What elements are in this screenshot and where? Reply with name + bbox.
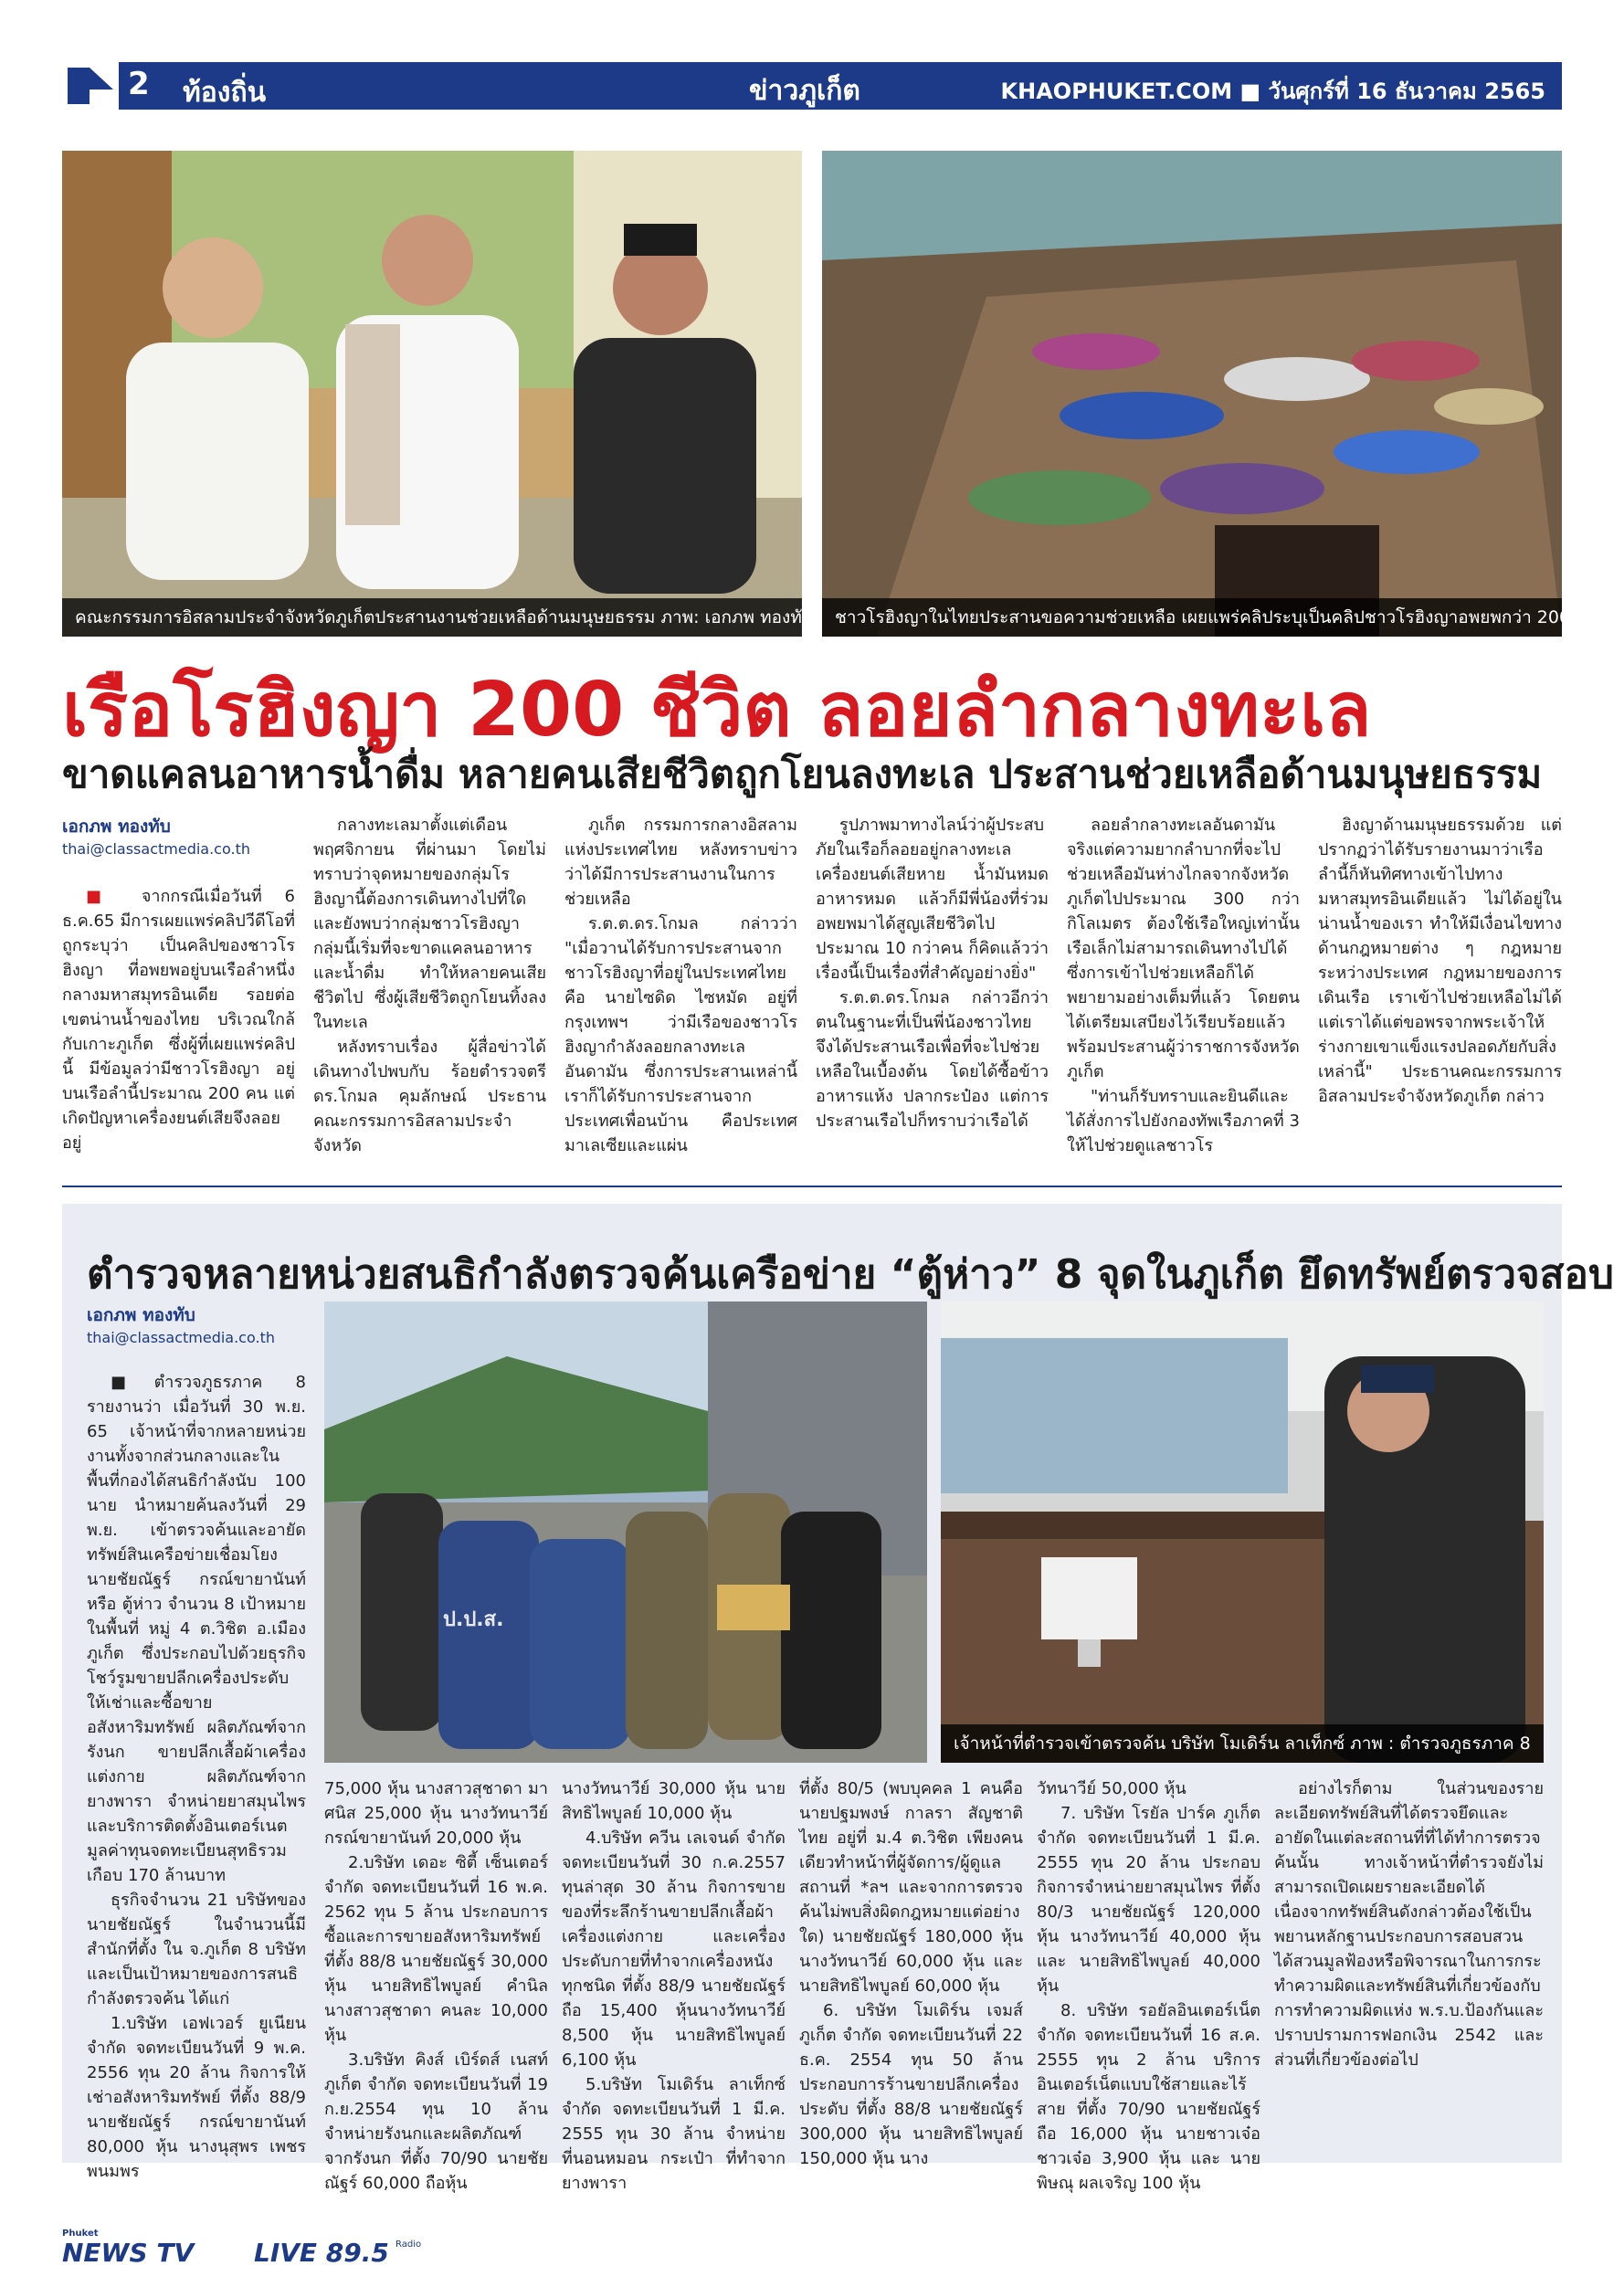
article2-column-6: อย่างไรก็ตาม ในส่วนของรายละเอียดทรัพย์สินที่ได้ตรวจยึดและอายัดในแต่ละสถานที่ที่ได้ทำการตรวจค้นนั้น ทางเจ้าหน้าที่ตำรวจยังไม่สามารถเปิดเผยรายละเอียดได้ เนื่องจากทรัพย์สินดังกล่าวต้องใช้เป็นพยานหลักฐานประกอบการสอบสวน ได้สวนมูลฟ้องหรือพิจารณาในการกระทำความผิดและทรัพย์สินที่เกี่ยวข้องกับการทำความผิดแห่ง พ.ร.บ.ป้องกันและปราบปรามการฟอกเงิน 2542 และส่วนที่เกี่ยวข้องต่อไป	[1274, 1779, 1544, 2070]
article2-column-4: ที่ตั้ง 80/5 (พบบุคคล 1 คนคือ นายปฐมพงษ์ กาลรา สัญชาติ ไทย อยู่ที่ ม.4 ต.วิชิต เพียงคนเดียวทำหน้าที่ผู้จัดการ/ผู้ดูแลสถานที่ *ลฯ และจากการตรวจค้นไม่พบสิ่งผิดกฎหมายแต่อย่างใด) นายชัยณัฐร์ 180,000 หุ้นนางวัทนาวีย์ 60,000 หุ้น และนายสิทธิไพบูลย์ 60,000 หุ้น 6. บริษัท โมเดิร์น เจมส์ ภูเก็ต จำกัด จดทะเบียนวันที่ 22 ธ.ค. 2554 ทุน 50 ล้าน ประกอบการร้านขายปลีกเครื่องประดับ ที่ตั้ง 88/8 นายชัยณัฐร์ 300,000 หุ้น นายสิทธิไพบูลย์ 150,000 หุ้น นาง	[799, 1779, 1023, 2168]
photo-islamic-committee	[62, 151, 813, 637]
footer-logo2-small: Radio	[395, 2240, 422, 2250]
committee-photo-icon	[62, 151, 802, 637]
photo-office-search	[941, 1302, 1544, 1763]
bullet-icon: ■	[111, 1373, 154, 1392]
police-photo-icon	[324, 1302, 927, 1763]
footer-logo1-small: Phuket	[62, 2229, 99, 2239]
byline-email: thai@classactmedia.co.th	[62, 840, 250, 858]
article1-column-4: รูปภาพมาทางไลน์ว่าผู้ประสบภัยในเรือก็ลอยอยู่กลางทะเลเครื่องยนต์เสียหาย น้ำมันหมด อาหารหมด แล้วก็มีพี่น้องที่ร่วมอพยพมาได้สูญเสียชีวิตไปประมาณ 10 กว่าคน ก็คิดแล้วว่าเรื่องนี้เป็นเรื่องที่สำคัญอย่างยิ่ง" ร.ต.ต.ดร.โกมล กล่าวอีกว่า ตนในฐานะที่เป็นพี่น้องชาวไทยจึงได้ประสานเรือเพื่อที่จะไปช่วยเหลือในเบื้องต้น โดยได้ซื้อข้าวอาหารแห้ง ปลากระป๋อง แต่การประสานเรือไปก็ทราบว่าเรือได้	[816, 816, 1049, 1131]
article2-column-3: นางวัทนาวีย์ 30,000 หุ้น นายสิทธิไพบูลย์ 10,000 หุ้น 4.บริษัท ควีน เลเจนด์ จำกัด จดทะเบียนวันที่ 30 ก.ค.2557 ทุนล่าสุด 30 ล้าน กิจการขายของที่ระลึกร้านขายปลีกเสื้อผ้า เครื่องแต่งกาย และเครื่องประดับกายที่ทำจากเครื่องหนังทุกชนิด ที่ตั้ง 88/9 นายชัยณัฐร์ ถือ 15,400 หุ้นนางวัทนาวีย์ 8,500 หุ้น นายสิทธิไพบูลย์ 6,100 หุ้น 5.บริษัท โมเดิร์น ลาเท็กซ์ จำกัด จดทะเบียนวันที่ 1 มี.ค. 2555 ทุน 30 ล้าน จำหน่ายที่นอนหมอน กระเป๋า ที่ทำจากยางพารา	[562, 1779, 786, 2193]
newspaper-corner-icon	[62, 62, 119, 110]
article2-headline: ตำรวจหลายหน่วยสนธิกำลังตรวจค้นเครือข่าย “ตู้ห่าว” 8 จุดในภูเก็ต ยึดทรัพย์ตรวจสอบ	[87, 1251, 1614, 1298]
page-number: 2	[128, 66, 150, 102]
live-radio-logo: LIVE 89.5	[254, 2238, 389, 2268]
sub-headline: ขาดแคลนอาหารน้ำดื่ม หลายคนเสียชีวิตถูกโยนลงทะเล ประสานช่วยเหลือด้านมนุษยธรรม	[62, 752, 1543, 796]
article1-column-1: ■ จากกรณีเมื่อวันที่ 6 ธ.ค.65 มีการเผยแพร่คลิปวีดีโอที่ถูกระบุว่า เป็นคลิปของชาวโรฮิงญา ที่อพยพอยู่บนเรือลำหนึ่ง กลางมหาสมุทรอินเดีย รอยต่อเขตน่านน้ำของไทย บริเวณใกล้กับเกาะภูเก็ต ซึ่งผู้ที่เผยแพร่คลิปนี้ มีข้อมูลว่ามีชาวโรฮิงญา อยู่บนเรือลำนี้ประมาณ 200 คน แต่เกิดปัญหาเครื่องยนต์เสียจึงลอยอยู่	[62, 887, 295, 1153]
photo-rohingya-boat	[822, 151, 1599, 637]
byline-email: thai@classactmedia.co.th	[87, 1329, 275, 1346]
article2-byline-block	[87, 1302, 306, 1346]
article1-column-5: ลอยลำกลางทะเลอันดามันจริงแต่ความยากลำบากที่จะไปช่วยเหลือมันห่างไกลจากจังหวัดภูเก็ตไปประมาณ 300 กว่ากิโลเมตร ต้องใช้เรือใหญ่เท่านั้น เรือเล็กไม่สามารถเดินทางไปได้ ซึ่งการเข้าไปช่วยเหลือก็ได้พยายามอย่างเต็มที่แล้ว โดยตนได้เตรียมเสบียงไว้เรียบร้อยแล้ว พร้อมประสานผู้ว่าราชการจังหวัดภูเก็ต "ท่านก็รับทราบและยินดีและได้สั่งการไปยังกองทัพเรือภาคที่ 3 ให้ไปช่วยดูแลชาวโร	[1067, 816, 1300, 1155]
article1-column-6: ฮิงญาด้านมนุษยธรรมด้วย แต่ปรากฏว่าได้รับรายงานมาว่าเรือลำนี้ก็หันทิศทางเข้าไปทางมหาสมุทรอินเดียแล้ว ไม่ได้อยู่ในน่านน้ำของเรา ทำให้มีเงื่อนไขทางด้านกฎหมายต่าง ๆ กฎหมายระหว่างประเทศ กฎหมายของการเดินเรือ เราเข้าไปช่วยเหลือไม่ได้ แต่เราได้แต่ขอพรจากพระเจ้าให้ร่างกายเขาแข็งแรงปลอดภัยกับสิ่งเหล่านี้" ประธานคณะกรรมการอิสลามประจำจังหวัดภูเก็ต กล่าว	[1318, 816, 1562, 1106]
header-logo	[62, 62, 119, 110]
boat-photo-icon	[822, 151, 1562, 637]
photo-caption: คณะกรรมการอิสลามประจำจังหวัดภูเก็ตประสานงานช่วยเหลือด้านมนุษยธรรม ภาพ: เอกภพ ทองทับ	[62, 598, 802, 637]
article1-column-2: กลางทะเลมาตั้งแต่เดือนพฤศจิกายน ที่ผ่านมา โดยไม่ทราบว่าจุดหมายของกลุ่มโรฮิงญานี้ต้องการเดินทางไปที่ใด และยังพบว่ากลุ่มชาวโรฮิงญากลุ่มนี้เริ่มที่จะขาดแคลนอาหารและน้ำดื่ม ทำให้หลายคนเสียชีวิตไป ซึ่งผู้เสียชีวิตถูกโยนทิ้งลงในทะเล หลังทราบเรื่อง ผู้สื่อข่าวได้เดินทางไปพบกับ ร้อยตำรวจตรี ดร.โกมล คุมลักษณ์ ประธานคณะกรรมการอิสลามประจำจังหวัด	[313, 816, 546, 1155]
article1-byline-block	[62, 813, 295, 858]
site-and-date: KHAOPHUKET.COM ■ วันศุกร์ที่ 16 ธันวาคม 2565	[1000, 79, 1545, 104]
news-tv-logo: NEWS TV	[62, 2238, 195, 2268]
article2-column-2: 75,000 หุ้น นางสาวสุชาดา มาศนิส 25,000 หุ้น นางวัทนาวีย์ กรณ์ขายานันท์ 20,000 หุ้น 2.บริษัท เดอะ ซิตี้ เซ็นเตอร์ จำกัด จดทะเบียนวันที่ 16 พ.ค. 2562 ทุน 5 ล้าน ประกอบการซื้อและการขายอสังหาริมทรัพย์ ที่ตั้ง 88/8 นายชัยณัฐร์ 30,000 หุ้น นายสิทธิไพบูลย์ คำนิล นางสาวสุชาดา คนละ 10,000 หุ้น 3.บริษัท คิงส์ เบิร์ดส์ เนสท์ ภูเก็ต จำกัด จดทะเบียนวันที่ 19 ก.ย.2554 ทุน 10 ล้าน จำหน่ายรังนกและผลิตภัณฑ์จากรังนก ที่ตั้ง 70/90 นายชัยณัฐร์ 60,000 ถือหุ้น	[324, 1779, 548, 2193]
article2-column-1: ■ตำรวจภูธรภาค 8 รายงานว่า เมื่อวันที่ 30 พ.ย. 65 เจ้าหน้าที่จากหลายหน่วยงานทั้งจากส่วนกลางและในพื้นที่กองได้สนธิกำลังนับ 100 นาย นำหมายค้นลงวันที่ 29 พ.ย. เข้าตรวจค้นและอายัดทรัพย์สินเครือข่ายเชื่อมโยงนายชัยณัฐร์ กรณ์ขายานันท์ หรือ ตู้ห่าว จำนวน 8 เป้าหมาย ในพื้นที่ หมู่ 4 ต.วิชิต อ.เมืองภูเก็ต ซึ่งประกอบไปด้วยธุรกิจโชว์รูมขายปลีกเครื่องประดับ ให้เช่าและซื้อขายอสังหาริมทรัพย์ ผลิตภัณฑ์จากรังนก ขายปลีกเสื้อผ้าเครื่องแต่งกาย ผลิตภัณฑ์จากยางพารา จำหน่ายยาสมุนไพร และบริการติดตั้งอินเตอร์เนต มูลค่าทุนจดทะเบียนสุทธิรวมเกือบ 170 ล้านบาท ธุรกิจจำนวน 21 บริษัทของนายชัยณัฐร์ ในจำนวนนี้มีสำนักที่ตั้ง ใน จ.ภูเก็ต 8 บริษัท และเป็นเป้าหมายของการสนธิกำลังตรวจค้น ได้แก่ 1.บริษัท เอฟเวอร์ ยูเนียน จำกัด จดทะเบียนวันที่ 9 พ.ค. 2556 ทุน 20 ล้าน กิจการให้เช่าอสังหาริมทรัพย์ ที่ตั้ง 88/9 นายชัยณัฐร์ กรณ์ขายานันท์ 80,000 หุ้น นางนุสุพร เพชรพนมพร	[87, 1373, 306, 2181]
photo-caption: ชาวโรฮิงญาในไทยประสานขอความช่วยเหลือ เผยแพร่คลิประบุเป็นคลิปชาวโรฮิงญาอพยพกว่า 200 คน	[822, 598, 1562, 637]
photo-caption: เจ้าหน้าที่ตำรวจเข้าตรวจค้น บริษัท โมเดิร์น ลาเท็กซ์ ภาพ : ตำรวจภูธรภาค 8	[941, 1724, 1544, 1763]
vest-label: ป.ป.ส.	[443, 1608, 504, 1631]
article1-column-3: ภูเก็ต กรรมการกลางอิสลามแห่งประเทศไทย หลังทราบข่าวว่าได้มีการประสานงานในการช่วยเหลือ ร.ต.ต.ดร.โกมล กล่าวว่า "เมื่อวานได้รับการประสานจากชาวโรฮิงญาที่อยู่ในประเทศไทยคือ นายไซดิด ไซหมัด อยู่ที่กรุงเทพฯ ว่ามีเรือของชาวโรฮิงญากำลังลอยกลางทะเลอันดามัน ซึ่งการประสานเหล่านี้เราก็ได้รับการประสานจากประเทศเพื่อนบ้าน คือประเทศมาเลเซียและแผ่น	[564, 816, 797, 1155]
brand-logo-text: ข่าวภูเก็ต	[749, 75, 860, 107]
byline: เอกภพ ทองทับ	[62, 817, 171, 837]
article-divider	[62, 1186, 1562, 1187]
article2-column-5: วัทนาวีย์ 50,000 หุ้น 7. บริษัท โรยัล ปาร์ค ภูเก็ต จำกัด จดทะเบียนวันที่ 1 มี.ค. 2555 ทุน 20 ล้าน ประกอบกิจการจำหน่ายยาสมุนไพร ที่ตั้ง 80/3 นายชัยณัฐร์ 120,000 หุ้น นางวัทนาวีย์ 40,000 หุ้น และ นายสิทธิไพบูลย์ 40,000 หุ้น 8. บริษัท รอยัลอินเตอร์เน็ต จำกัด จดทะเบียนวันที่ 16 ส.ค. 2555 ทุน 2 ล้าน บริการอินเตอร์เน็ตแบบใช้สายและไร้สาย ที่ตั้ง 70/90 นายชัยณัฐร์ ถือ 16,000 หุ้น นายชาวเจ๋อ ชาวเจ๋อ 3,900 หุ้น และ นายพิษณุ ผลเจริญ 100 หุ้น	[1037, 1779, 1260, 2193]
section-name: ท้องถิ่น	[183, 77, 267, 109]
photo-police-search	[324, 1302, 927, 1763]
byline: เอกภพ ทองทับ	[87, 1305, 195, 1325]
footer-logos	[62, 2229, 446, 2274]
office-photo-icon	[941, 1302, 1544, 1763]
main-headline: เรือโรฮิงญา 200 ชีวิต ลอยลำกลางทะเล	[62, 667, 1372, 754]
bullet-icon: ■	[86, 887, 120, 906]
